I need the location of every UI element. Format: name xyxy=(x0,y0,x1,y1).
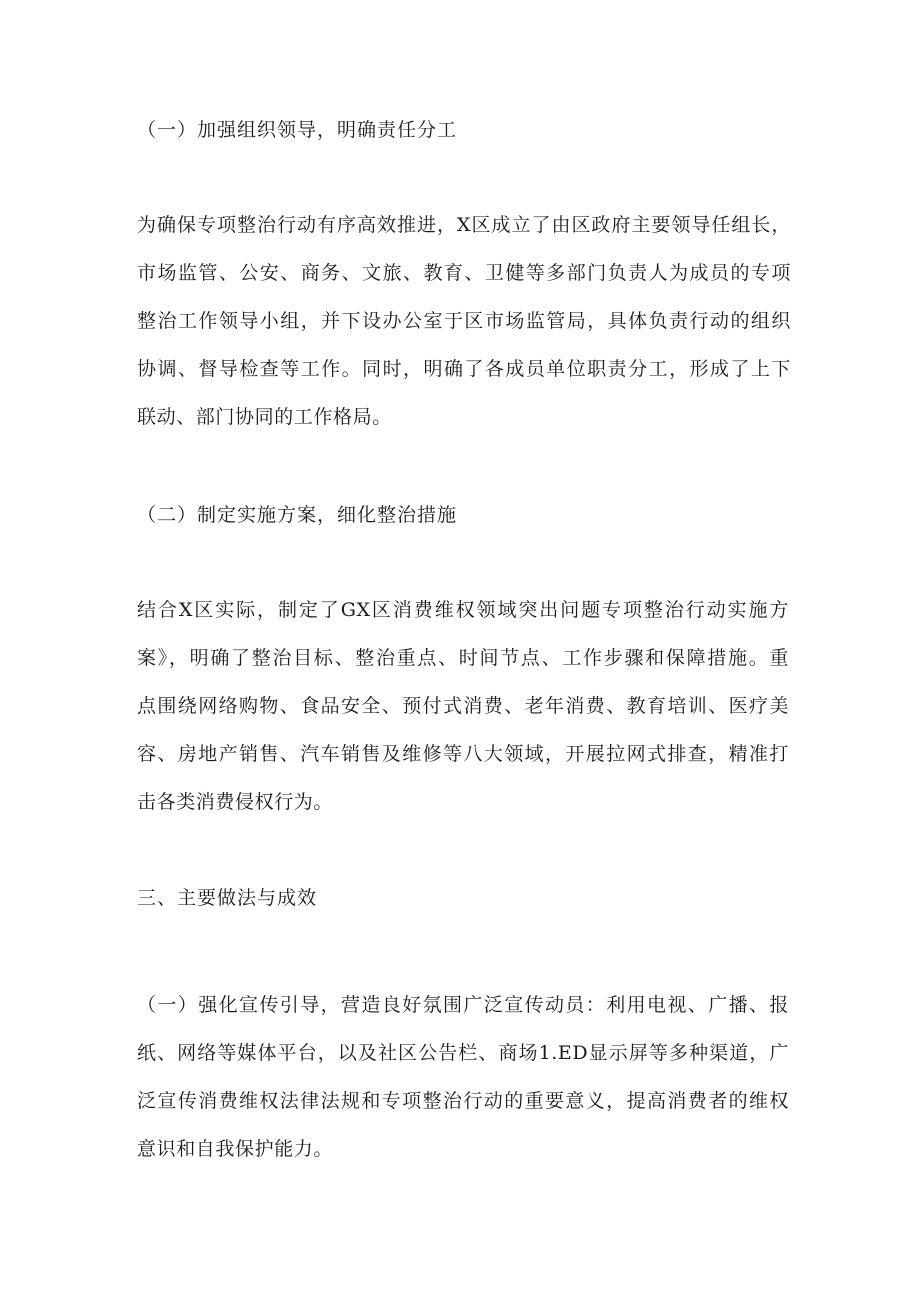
paragraph-line: 市场监管、公安、商务、文旅、教育、卫健等多部门负责人为成员的专项 xyxy=(137,262,791,284)
paragraph-line: 容、房地产销售、汽车销售及维修等八大领域，开展拉网式排查，精准打 xyxy=(137,743,789,765)
paragraph-line: 泛宣传消费维权法律法规和专项整治行动的重要意义，提高消费者的维权 xyxy=(137,1090,789,1112)
section-heading-2: （二）制定实施方案，细化整治措施 xyxy=(137,504,458,526)
paragraph-1 xyxy=(137,213,817,429)
paragraph-line: 纸、网络等媒体平台，以及社区公告栏、商场1.ED显示屏等多种渠道，广 xyxy=(137,1042,789,1064)
section-heading-3: 三、主要做法与成效 xyxy=(137,887,318,909)
section-heading-1: （一）加强组织领导，明确责任分工 xyxy=(137,119,458,141)
paragraph-line: 案》，明确了整治目标、整治重点、时间节点、工作步骤和保障措施。重 xyxy=(137,647,789,669)
paragraph-line: （一）强化宣传引导，营造良好氛围广泛宣传动员：利用电视、广播、报 xyxy=(137,994,789,1016)
paragraph-line: 击各类消费侵权行为。 xyxy=(137,791,334,813)
paragraph-3 xyxy=(137,993,817,1161)
paragraph-2 xyxy=(137,598,817,814)
paragraph-line: 协调、督导检查等工作。同时，明确了各成员单位职责分工，形成了上下 xyxy=(137,358,791,380)
paragraph-line: 结合X区实际，制定了GX区消费维权领域突出问题专项整治行动实施方 xyxy=(137,599,789,621)
paragraph-line: 意识和自我保护能力。 xyxy=(137,1138,334,1160)
paragraph-line: 联动、部门协同的工作格局。 xyxy=(137,406,392,428)
paragraph-line: 为确保专项整治行动有序高效推进，X区成立了由区政府主要领导任组长， xyxy=(137,214,791,236)
paragraph-line: 整治工作领导小组，并下设办公室于区市场监管局，具体负责行动的组织 xyxy=(137,310,791,332)
paragraph-line: 点围绕网络购物、食品安全、预付式消费、老年消费、教育培训、医疗美 xyxy=(137,695,789,717)
